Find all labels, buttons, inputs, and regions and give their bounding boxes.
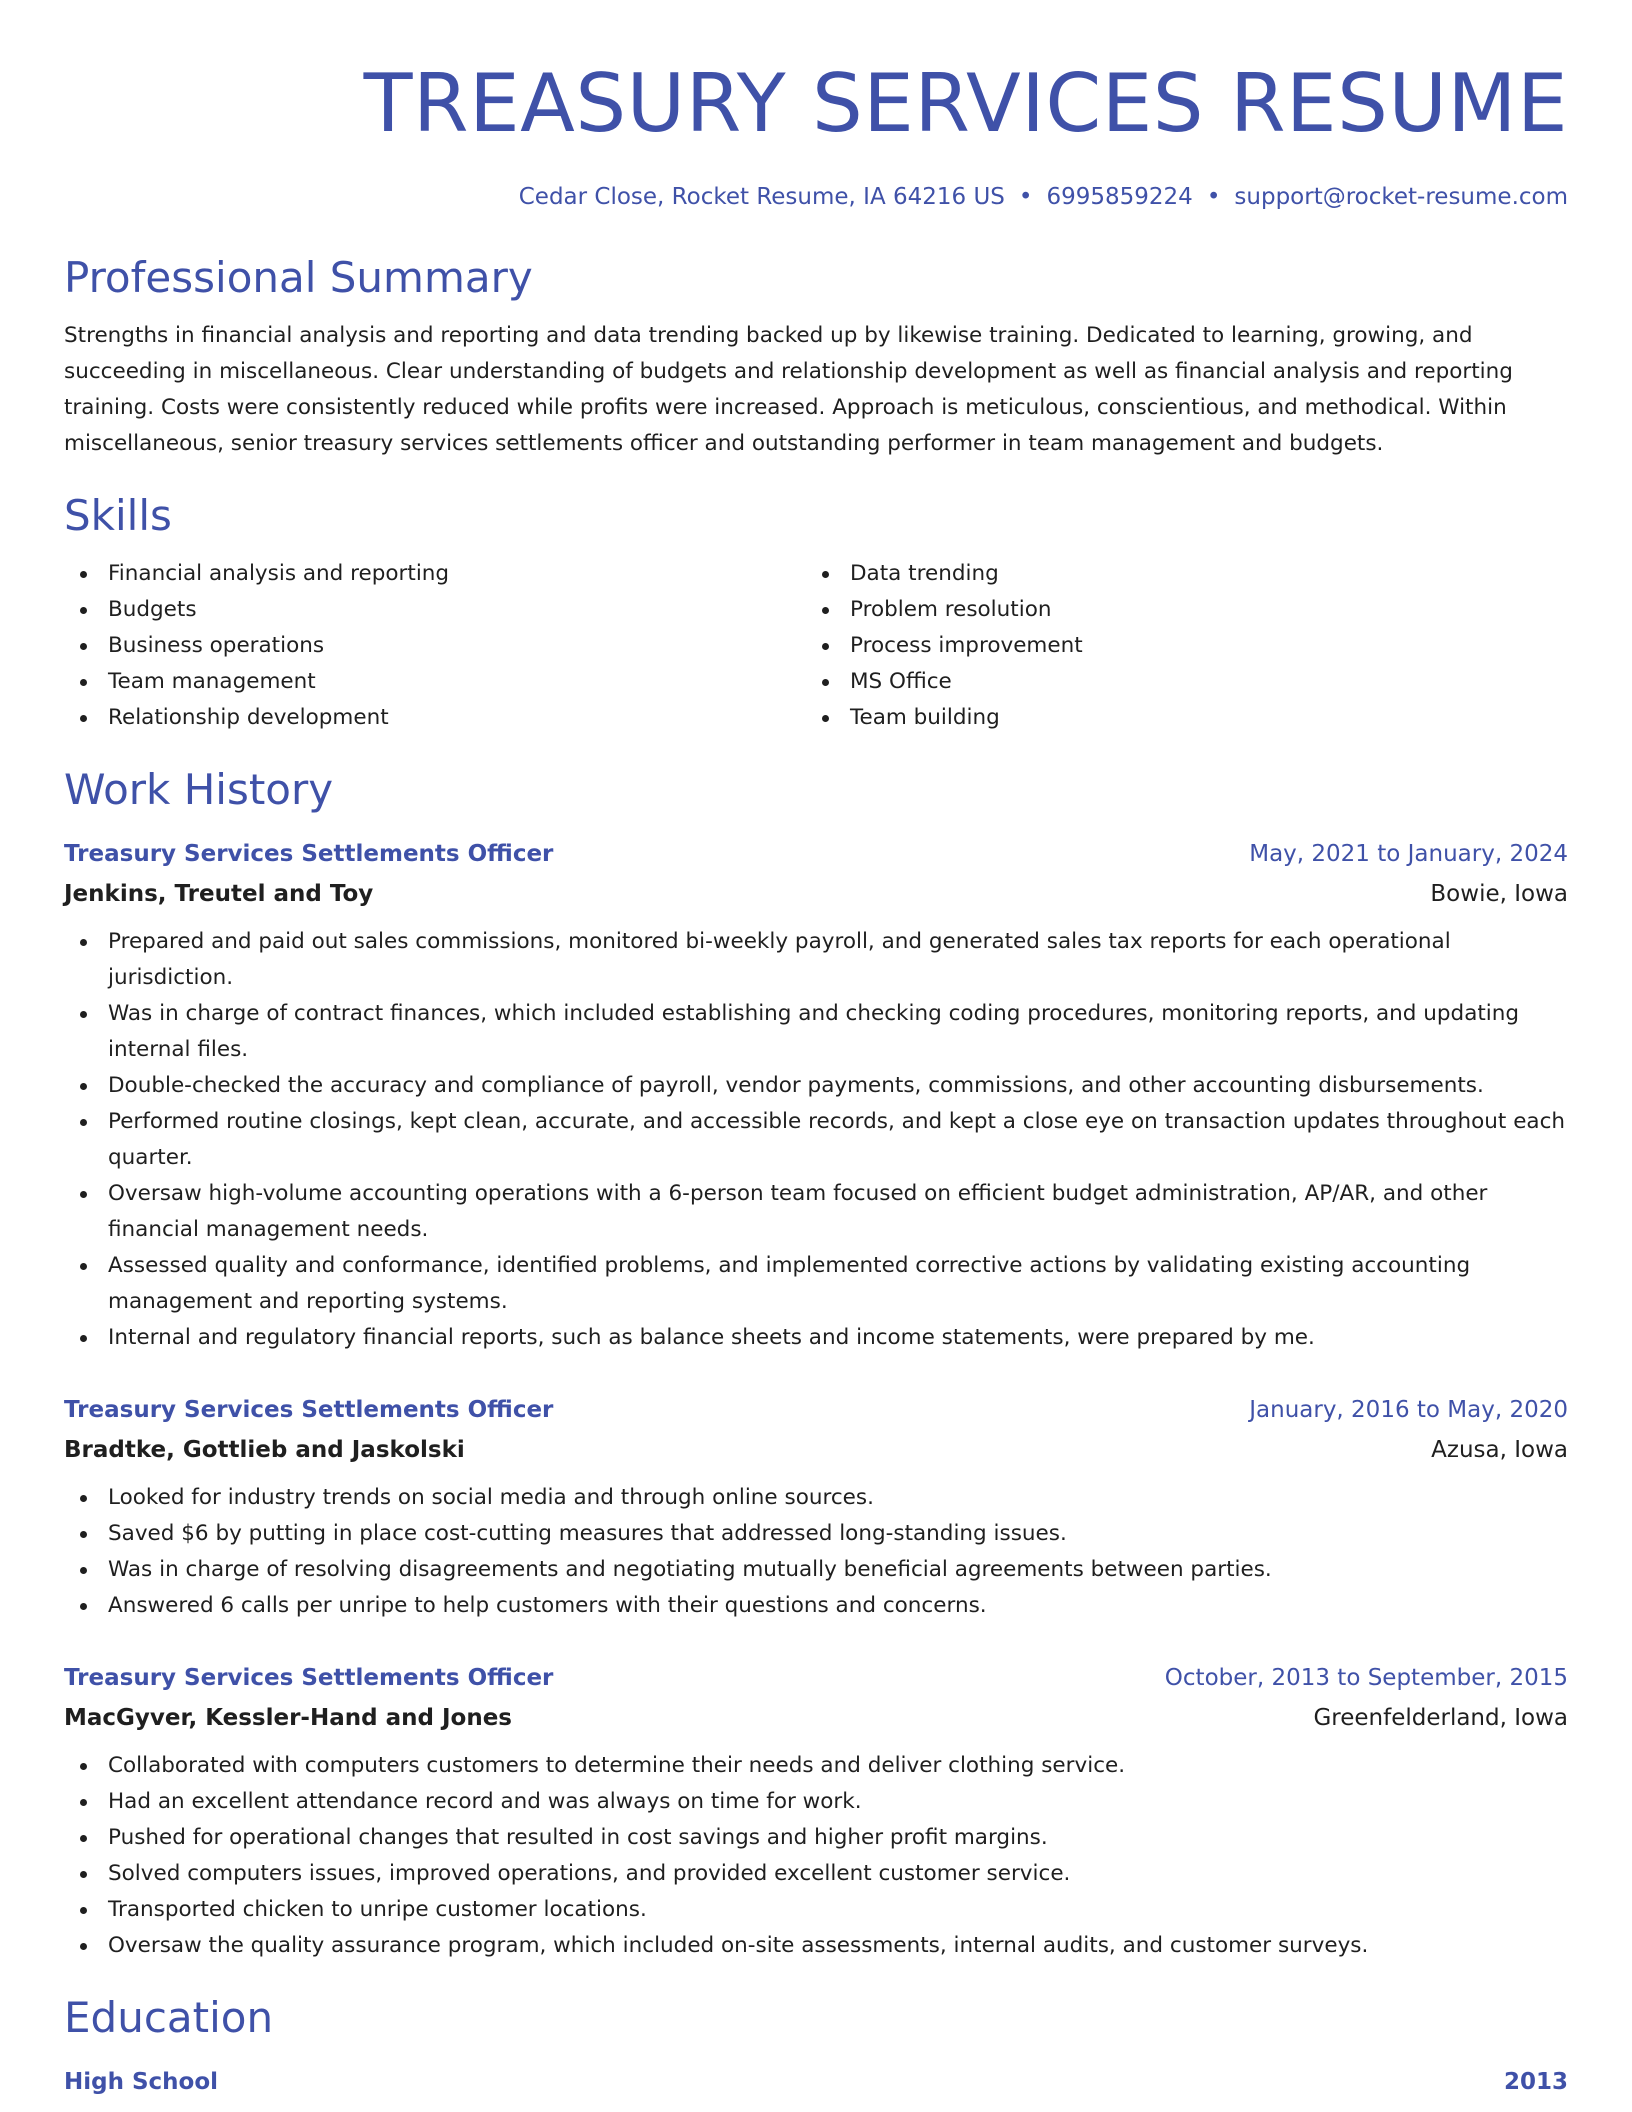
job-company-row bbox=[64, 1430, 1568, 1470]
contact-separator: • bbox=[1018, 184, 1033, 210]
job-title: Treasury Services Settlements Officer bbox=[64, 1397, 554, 1423]
job-entry bbox=[64, 834, 1568, 1356]
job-bullet: Pushed for operational changes that resulted in cost savings and higher profit margins. bbox=[64, 1820, 1568, 1856]
job-header-row bbox=[64, 1658, 1568, 1698]
skill-item: Team building bbox=[806, 700, 1548, 736]
summary-text: Strengths in financial analysis and reporting and data trending backed up by likewise training. Dedicated to learning, growing, and succeeding in miscellaneous. Clear understanding of budgets and relationship development as well as financial analysis and reporting training. Costs were consistently reduced while profits were increased. Approach is meticulous, conscientious, and methodical. Within miscellaneous, senior treasury services settlements officer and outstanding performer in team management and budgets. bbox=[64, 323, 1513, 456]
section-title-summary: Professional Summary bbox=[64, 253, 533, 302]
skill-item: Budgets bbox=[64, 592, 806, 628]
job-location: Greenfelderland, Iowa bbox=[1313, 1705, 1568, 1731]
job-location: Bowie, Iowa bbox=[1430, 881, 1568, 907]
job-bullet: Saved $6 by putting in place cost-cutting measures that addressed long-standing issues. bbox=[64, 1516, 1568, 1552]
job-bullets bbox=[64, 924, 1568, 1356]
skills-column-left bbox=[64, 556, 806, 736]
resume-title: TREASURY SERVICES RESUME bbox=[363, 57, 1568, 150]
skill-item: Business operations bbox=[64, 628, 806, 664]
job-bullet: Prepared and paid out sales commissions, monitored bi-weekly payroll, and generated sales tax reports for each operational jurisdiction. bbox=[64, 924, 1568, 996]
job-entry bbox=[64, 1390, 1568, 1624]
skill-item: Process improvement bbox=[806, 628, 1548, 664]
education-degree: High School bbox=[64, 2069, 219, 2095]
job-company-row bbox=[64, 874, 1568, 914]
job-dates: January, 2016 to May, 2020 bbox=[1249, 1397, 1568, 1423]
job-bullet: Oversaw the quality assurance program, which included on-site assessments, internal audits, and customer surveys. bbox=[64, 1928, 1568, 1964]
job-bullet: Transported chicken to unripe customer locations. bbox=[64, 1892, 1568, 1928]
job-company: MacGyver, Kessler-Hand and Jones bbox=[64, 1705, 512, 1731]
contact-phone[interactable]: 6995859224 bbox=[1046, 184, 1193, 210]
education-year: 2013 bbox=[1503, 2069, 1568, 2095]
job-bullet: Was in charge of resolving disagreements and negotiating mutually beneficial agreements between parties. bbox=[64, 1552, 1568, 1588]
job-bullet: Was in charge of contract finances, which included establishing and checking coding procedures, monitoring reports, and updating internal files. bbox=[64, 996, 1568, 1068]
skill-item: Financial analysis and reporting bbox=[64, 556, 806, 592]
job-header-row bbox=[64, 1390, 1568, 1430]
job-entry bbox=[64, 1658, 1568, 1964]
job-bullet: Collaborated with computers customers to determine their needs and deliver clothing service. bbox=[64, 1748, 1568, 1784]
job-bullet: Oversaw high-volume accounting operations with a 6-person team focused on efficient budget administration, AP/AR, and other financial management needs. bbox=[64, 1176, 1568, 1248]
job-title: Treasury Services Settlements Officer bbox=[64, 841, 554, 867]
education-entry bbox=[64, 2062, 1568, 2102]
job-bullet: Looked for industry trends on social media and through online sources. bbox=[64, 1480, 1568, 1516]
contact-separator: • bbox=[1206, 184, 1221, 210]
job-bullet: Answered 6 calls per unripe to help customers with their questions and concerns. bbox=[64, 1588, 1568, 1624]
job-header-row bbox=[64, 834, 1568, 874]
skill-item: MS Office bbox=[806, 664, 1548, 700]
resume-header bbox=[64, 0, 1568, 212]
job-bullet: Internal and regulatory financial reports, such as balance sheets and income statements, were prepared by me. bbox=[64, 1320, 1568, 1356]
skill-item: Problem resolution bbox=[806, 592, 1548, 628]
job-bullet: Double-checked the accuracy and compliance of payroll, vendor payments, commissions, and other accounting disbursements. bbox=[64, 1068, 1568, 1104]
skills-column-right bbox=[806, 556, 1548, 736]
section-title-education: Education bbox=[64, 1993, 274, 2042]
skill-item: Relationship development bbox=[64, 700, 806, 736]
job-bullets bbox=[64, 1480, 1568, 1624]
skills-list bbox=[64, 556, 1568, 736]
skill-item: Team management bbox=[64, 664, 806, 700]
job-dates: October, 2013 to September, 2015 bbox=[1164, 1665, 1568, 1691]
job-bullet: Solved computers issues, improved operations, and provided excellent customer service. bbox=[64, 1856, 1568, 1892]
contact-line bbox=[64, 182, 1568, 212]
job-bullets bbox=[64, 1748, 1568, 1964]
job-company: Jenkins, Treutel and Toy bbox=[64, 881, 374, 907]
contact-email[interactable]: support@rocket-resume.com bbox=[1234, 184, 1568, 210]
job-bullet: Assessed quality and conformance, identified problems, and implemented corrective actions by validating existing accounting management and reporting systems. bbox=[64, 1248, 1568, 1320]
job-company: Bradtke, Gottlieb and Jaskolski bbox=[64, 1437, 465, 1463]
job-bullet: Had an excellent attendance record and was always on time for work. bbox=[64, 1784, 1568, 1820]
job-bullet: Performed routine closings, kept clean, accurate, and accessible records, and kept a close eye on transaction updates throughout each quarter. bbox=[64, 1104, 1568, 1176]
job-dates: May, 2021 to January, 2024 bbox=[1249, 841, 1568, 867]
section-title-skills: Skills bbox=[64, 491, 172, 540]
job-title: Treasury Services Settlements Officer bbox=[64, 1665, 554, 1691]
skill-item: Data trending bbox=[806, 556, 1548, 592]
job-company-row bbox=[64, 1698, 1568, 1738]
job-location: Azusa, Iowa bbox=[1431, 1437, 1568, 1463]
section-title-work-history: Work History bbox=[64, 765, 334, 814]
contact-address: Cedar Close, Rocket Resume, IA 64216 US bbox=[518, 184, 1005, 210]
